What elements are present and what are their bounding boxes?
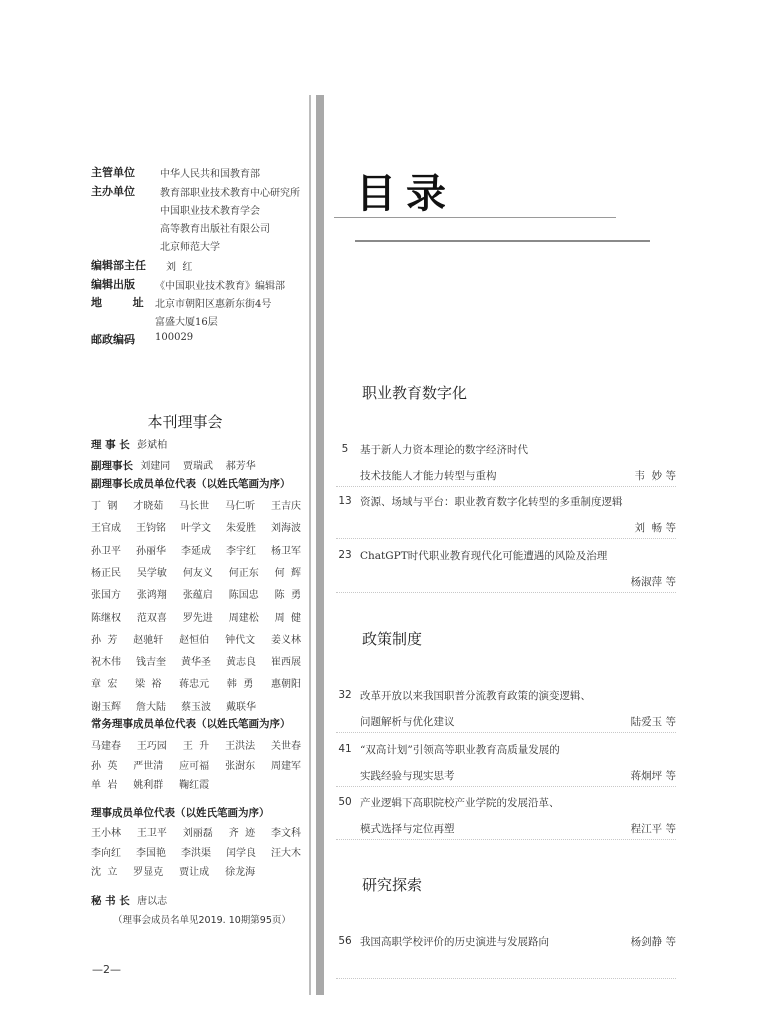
page-number: —2— (92, 963, 121, 976)
member-name: 杨正民 (91, 567, 121, 579)
council-note: （理事会成员名单见2019. 10期第95页） (113, 915, 291, 926)
vice-chair-value: 刘建同 贾瑞武 郝芳华 (140, 461, 256, 472)
member-name: 王吉庆 (270, 501, 301, 512)
members-heading: 理事成员单位代表（以姓氏笔画为序） (91, 807, 270, 819)
member-name: 钱吉奎 (136, 657, 166, 669)
member-name: 陈继权 (91, 612, 121, 624)
address-value: 北京市朝阳区惠新东街4号 (155, 299, 272, 310)
member-name: 朱爱胜 (226, 523, 256, 535)
toc-article-title[interactable]: 实践经验与现实思考 (360, 770, 455, 782)
member-name: 应可福 (179, 760, 210, 772)
member-name: 詹大陆 (136, 701, 166, 713)
toc-article-title[interactable]: 我国高职学校评价的历史演进与发展路向 (360, 936, 549, 948)
toc-page-number[interactable]: 13 (338, 495, 352, 507)
member-name: 王洪法 (225, 741, 256, 752)
editor-director-value: 刘 红 (166, 262, 193, 273)
sponsor-value: 教育部职业技术教育中心研究所 (160, 188, 300, 199)
member-name: 张国方 (91, 590, 121, 602)
toc-separator (336, 732, 676, 733)
name-row (91, 737, 301, 752)
member-name: 马长世 (179, 501, 210, 512)
member-name: 姜义林 (270, 634, 301, 646)
member-name: 崔西展 (271, 657, 301, 669)
secretary-value: 唐以志 (137, 896, 168, 907)
toc-page-number[interactable]: 5 (341, 443, 349, 455)
council-title: 本刊理事会 (147, 413, 223, 431)
member-name: 蒋忠元 (179, 679, 210, 691)
member-name: 张澍东 (225, 760, 256, 772)
toc-article-title[interactable]: 模式选择与定位再塑 (360, 823, 455, 835)
name-row (91, 675, 301, 690)
toc-article-title[interactable]: 资源、场域与平台：职业教育数字化转型的多重制度逻辑 (360, 496, 623, 508)
chair-row (91, 436, 167, 452)
toc-article-title[interactable]: 基于新人力资本理论的数字经济时代 (360, 444, 528, 456)
toc-article-author: 蒋炯坪 等 (630, 770, 676, 782)
supervisor-value: 中华人民共和国教育部 (160, 169, 260, 180)
member-name: 丁 钢 (91, 501, 118, 512)
supervisor-label: 主管单位 (91, 166, 135, 179)
toc-article-author: 程江平 等 (630, 823, 676, 835)
toc-article-title[interactable]: 改革开放以来我国职普分流教育政策的演变逻辑、 (360, 690, 591, 702)
name-row (91, 609, 301, 624)
member-name: 沈 立 (91, 867, 118, 878)
member-name: 蔡玉波 (181, 701, 211, 713)
toc-separator (336, 538, 676, 539)
member-name: 赵恒伯 (179, 634, 210, 646)
name-row (91, 631, 301, 646)
member-name: 齐 迹 (228, 828, 256, 839)
member-name: 何正东 (228, 567, 259, 579)
member-name: 才晓茹 (133, 501, 164, 512)
member-name: 刘丽磊 (182, 828, 213, 839)
member-name: 闰学良 (226, 847, 256, 859)
sponsor-value: 中国职业技术教育学会 (160, 206, 260, 217)
member-name: 马仁听 (225, 501, 256, 512)
vice-chair-label: 副理事长 (91, 460, 133, 472)
member-name: 李延成 (181, 545, 211, 557)
member-name: 何 辉 (274, 567, 301, 579)
divider-thick (316, 95, 324, 995)
member-name: 李宇红 (226, 545, 256, 557)
secretary-label: 秘 书 长 (91, 895, 130, 907)
name-row (91, 564, 301, 579)
publisher-value: 《中国职业技术教育》编辑部 (155, 281, 285, 292)
member-name: 黄志良 (226, 657, 256, 669)
toc-article-title[interactable]: 产业逻辑下高职院校产业学院的发展沿革、 (360, 797, 560, 809)
member-name: 贾让成 (179, 867, 210, 878)
postcode-value: 100029 (155, 332, 194, 343)
toc-separator (336, 839, 676, 840)
member-name: 李向红 (91, 847, 121, 859)
toc-separator (336, 786, 676, 787)
member-name: 李文科 (270, 828, 301, 839)
member-name: 梁 裕 (135, 679, 162, 691)
sponsor-value: 北京师范大学 (160, 242, 220, 253)
address-value: 富盛大厦16层 (155, 317, 218, 328)
chair-value: 彭斌柏 (137, 440, 168, 451)
member-name: 单 岩 (91, 780, 118, 791)
toc-section-heading: 职业教育数字化 (362, 384, 468, 402)
name-row (91, 586, 301, 601)
postcode-label: 邮政编码 (91, 333, 135, 346)
member-name: 王小林 (91, 828, 121, 839)
toc-article-author: 刘 畅 等 (634, 522, 676, 534)
member-name: 周建松 (228, 612, 259, 624)
toc-page-number[interactable]: 50 (338, 796, 352, 808)
member-name: 韩 勇 (226, 679, 254, 691)
standing-heading: 常务理事成员单位代表（以姓氏笔画为序） (91, 718, 291, 730)
name-row (91, 824, 301, 839)
toc-article-author: 杨淑萍 等 (630, 576, 676, 588)
member-name: 马建春 (91, 741, 121, 752)
member-name: 罗显克 (133, 867, 164, 878)
toc-separator (336, 592, 676, 593)
member-name: 杨卫军 (271, 545, 301, 557)
member-name: 钟代文 (225, 634, 256, 646)
toc-article-author: 陆爱玉 等 (630, 716, 676, 728)
member-name (271, 863, 301, 878)
member-name: 赵驰轩 (133, 634, 164, 646)
member-name: 戴联华 (226, 701, 256, 713)
member-name: 汪大木 (271, 847, 301, 859)
member-name: 鞠红霞 (179, 780, 210, 791)
member-name: 关世春 (270, 741, 301, 752)
name-row (91, 863, 301, 878)
member-name: 孙卫平 (91, 545, 121, 557)
toc-separator (336, 486, 676, 487)
member-name: 孙 芳 (91, 634, 118, 646)
toc-title: 目录 (356, 170, 456, 217)
member-name: 孙 英 (91, 760, 118, 772)
vice-chair-row (91, 457, 256, 473)
toc-article-author: 韦 妙 等 (634, 470, 676, 482)
member-name: 王 升 (182, 741, 210, 752)
sponsor-label: 主办单位 (91, 185, 135, 198)
title-rule-thick (355, 240, 650, 242)
member-name: 惠朝阳 (270, 679, 301, 691)
publisher-label: 编辑出版 (91, 278, 135, 291)
toc-page-number[interactable]: 56 (338, 935, 352, 947)
name-row (91, 497, 301, 512)
member-name: 李洪渠 (181, 847, 211, 859)
name-row (91, 519, 301, 534)
address-label: 地 址 (91, 296, 144, 309)
name-row (91, 844, 301, 859)
vice-units-heading: 副理事长成员单位代表（以姓氏笔画为序） (91, 478, 291, 490)
name-row (91, 776, 301, 791)
member-name: 徐龙海 (225, 867, 256, 878)
title-rule (334, 217, 616, 218)
member-name: 王巧园 (136, 741, 167, 752)
member-name: 叶学文 (181, 523, 211, 535)
toc-article-author: 杨剑静 等 (630, 936, 676, 948)
toc-article-title[interactable]: 问题解析与优化建议 (360, 716, 455, 728)
toc-page-number[interactable]: 23 (338, 549, 352, 561)
chair-label: 理 事 长 (91, 439, 130, 451)
member-name: 陈 勇 (274, 590, 301, 602)
divider-thin (309, 95, 311, 995)
member-name: 王官成 (91, 523, 121, 535)
member-name (271, 698, 301, 713)
toc-article-title[interactable]: 技术技能人才能力转型与重构 (360, 470, 497, 482)
member-name: 姚利群 (133, 780, 164, 791)
name-row (91, 757, 301, 772)
member-name: 王卫平 (136, 828, 167, 839)
member-name: 何友义 (182, 567, 213, 579)
member-name: 陈国忠 (228, 590, 259, 602)
member-name: 吴学敏 (136, 567, 167, 579)
member-name: 罗先进 (182, 612, 213, 624)
member-name: 周建军 (270, 760, 301, 772)
toc-article-title[interactable]: “双高计划”引领高等职业教育高质量发展的 (360, 744, 560, 756)
member-name: 张蕴启 (182, 590, 213, 602)
member-name: 孙丽华 (136, 545, 166, 557)
toc-separator (336, 978, 676, 979)
member-name: 刘海波 (271, 523, 301, 535)
member-name: 黄华圣 (181, 657, 211, 669)
toc-page-number[interactable]: 41 (338, 743, 352, 755)
member-name: 谢玉辉 (91, 701, 121, 713)
name-row (91, 698, 301, 713)
member-name: 周 健 (274, 612, 301, 624)
member-name (271, 776, 301, 791)
name-row (91, 542, 301, 557)
secretary-row (91, 892, 167, 908)
editor-director-label: 编辑部主任 (91, 259, 146, 272)
sponsor-value: 高等教育出版社有限公司 (160, 224, 270, 235)
toc-section-heading: 研究探索 (362, 876, 423, 894)
member-name (225, 776, 255, 791)
member-name: 严世清 (133, 760, 164, 772)
toc-page-number[interactable]: 32 (338, 689, 352, 701)
member-name: 范双喜 (136, 612, 167, 624)
member-name: 祝木伟 (91, 657, 121, 669)
toc-section-heading: 政策制度 (362, 630, 423, 648)
toc-article-title[interactable]: ChatGPT时代职业教育现代化可能遭遇的风险及治理 (360, 550, 608, 562)
name-row (91, 653, 301, 668)
member-name: 张鸿翔 (136, 590, 167, 602)
member-name: 章 宏 (91, 679, 118, 691)
member-name: 李国艳 (136, 847, 166, 859)
member-name: 王钧铭 (136, 523, 166, 535)
